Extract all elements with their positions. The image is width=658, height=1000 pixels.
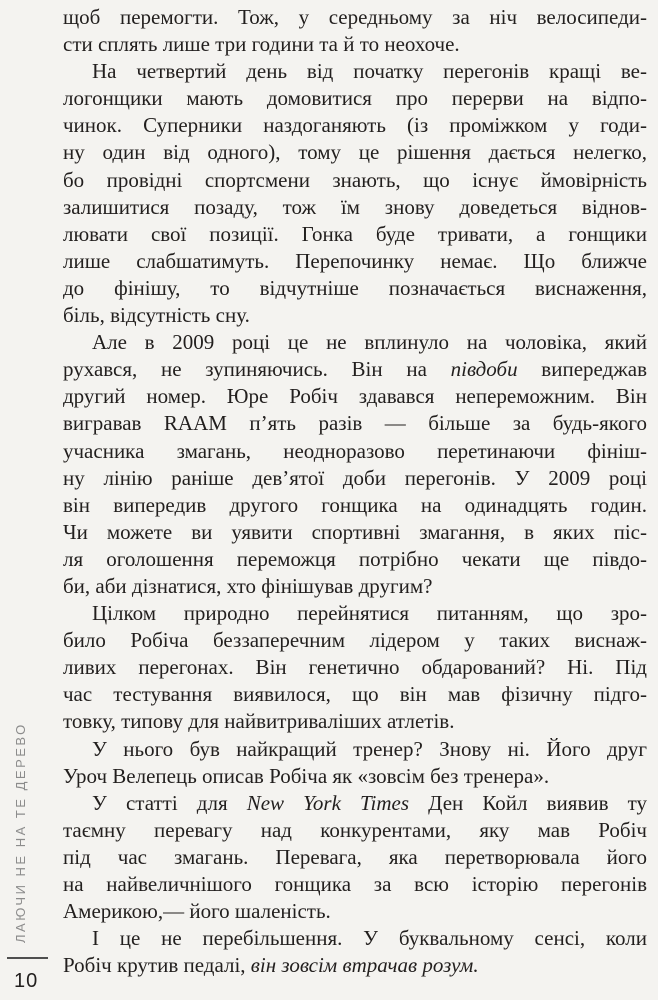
text-segment: сти сплять лише три години та й то неохоче. <box>63 32 460 57</box>
text-line <box>63 952 647 979</box>
text-line <box>63 410 647 437</box>
text-line <box>63 844 647 871</box>
text-segment: час тестування виявилося, що він мав фізичну підго- <box>63 682 647 707</box>
text-line <box>63 248 647 275</box>
text-line <box>63 871 647 898</box>
text-line <box>63 356 647 383</box>
page-number-rule <box>7 957 48 959</box>
text-line <box>63 438 647 465</box>
text-segment: таємну перевагу над конкурентами, яку мав Робіч <box>63 817 647 842</box>
text-segment: випереджав <box>517 357 647 382</box>
text-line <box>63 4 647 31</box>
text-line <box>63 573 647 600</box>
text-line <box>63 790 647 817</box>
text-segment: ливих перегонах. Він генетично обдарований? Ні. Під <box>63 655 647 680</box>
text-line <box>63 817 647 844</box>
body-text <box>63 4 647 979</box>
text-segment: лювати свої позиції. Гонка буде тривати, а гонщики <box>63 221 647 246</box>
text-segment: біль, відсутність сну. <box>63 303 250 328</box>
margin-book-title: ЛАЮЧИ НЕ НА ТЕ ДЕРЕВО <box>13 722 28 943</box>
text-line <box>63 58 647 85</box>
text-line <box>63 600 647 627</box>
text-segment: Робіч крутив педалі, <box>63 953 251 978</box>
text-line <box>63 275 647 302</box>
text-segment: другий номер. Юре Робіч здавався непереможним. Він <box>63 384 647 409</box>
text-segment: він випередив другого гонщика на одинадцять годин. <box>63 492 647 517</box>
text-segment: У нього був найкращий тренер? Знову ні. Його друг <box>92 736 647 761</box>
text-line <box>63 492 647 519</box>
text-line <box>63 898 647 925</box>
text-line <box>63 546 647 573</box>
text-segment: На четвертий день від початку перегонів кращі ве- <box>92 59 647 84</box>
text-segment: залишитися позаду, тож їм знову доведеться віднов- <box>63 194 647 219</box>
italic-text-segment: півдоби <box>450 357 518 382</box>
text-segment: Цілком природно перейнятися питанням, що зро- <box>92 601 647 626</box>
text-line <box>63 708 647 735</box>
text-segment: логонщики мають домовитися про перерви на відпо- <box>63 86 647 111</box>
text-line <box>63 194 647 221</box>
text-segment: І це не перебільшення. У буквальному сенсі, коли <box>92 926 647 951</box>
text-line <box>63 221 647 248</box>
text-line <box>63 681 647 708</box>
text-segment: Уроч Велепець описав Робіча як «зовсім без тренера». <box>63 763 550 788</box>
text-segment: ну лінію раніше дев’ятої доби перегонів. У 2009 році <box>63 465 647 490</box>
text-line <box>63 763 647 790</box>
text-segment: щоб перемогти. Тож, у середньому за ніч велосипеди- <box>63 5 647 29</box>
text-segment: Америкою,— його шаленість. <box>63 899 331 924</box>
text-segment: на найвеличнішого гонщика за всю історію перегонів <box>63 872 647 896</box>
text-segment: Ден Койл виявив ту <box>409 790 648 815</box>
text-segment: товку, типову для найвитриваліших атлетів. <box>63 709 455 734</box>
text-line <box>63 627 647 654</box>
text-line <box>63 302 647 329</box>
page-number: 10 <box>14 970 39 992</box>
text-segment: учасника змагань, неодноразово перетинаючи фініш- <box>63 438 647 463</box>
text-segment: лише слабшатимуть. Перепочинку немає. Що ближче <box>63 248 647 273</box>
text-line <box>63 925 647 952</box>
text-segment: чинок. Суперники наздоганяють (із проміжком у годи- <box>63 113 647 138</box>
italic-text-segment: він зовсім втрачав розум. <box>250 953 479 978</box>
text-line <box>63 519 647 546</box>
text-line <box>63 112 647 139</box>
text-line <box>63 85 647 112</box>
text-line <box>63 465 647 492</box>
text-line <box>63 654 647 681</box>
text-segment: бо провідні спортсмени знають, що існує ймовірність <box>63 167 647 192</box>
italic-text-segment: New York Times <box>246 790 410 815</box>
text-line <box>63 329 647 356</box>
text-line <box>63 31 647 58</box>
text-line <box>63 139 647 166</box>
text-line <box>63 736 647 763</box>
text-segment: рухався, не зупиняючись. Він на <box>63 357 451 382</box>
text-segment: ну один від одного), тому це рішення дається нелегко, <box>63 140 647 165</box>
text-segment: під час змагань. Перевага, яка перетворювала його <box>63 844 647 869</box>
text-segment: Але в 2009 році це не вплинуло на чоловіка, який <box>92 330 647 355</box>
text-segment: било Робіча беззаперечним лідером у таких виснаж- <box>63 628 647 653</box>
text-line <box>63 383 647 410</box>
text-segment: У статті для <box>92 790 247 815</box>
text-line <box>63 167 647 194</box>
text-segment: би, аби дізнатися, хто фінішував другим? <box>63 573 433 598</box>
text-segment: вигравав RAAM п’ять разів — більше за будь-якого <box>63 411 647 436</box>
text-segment: до фінішу, то відчутніше позначається виснаження, <box>63 275 647 300</box>
text-segment: Чи можете ви уявити спортивні змагання, в яких піс- <box>63 519 647 544</box>
text-segment: ля оголошення переможця потрібно чекати ще півдо- <box>63 546 647 571</box>
